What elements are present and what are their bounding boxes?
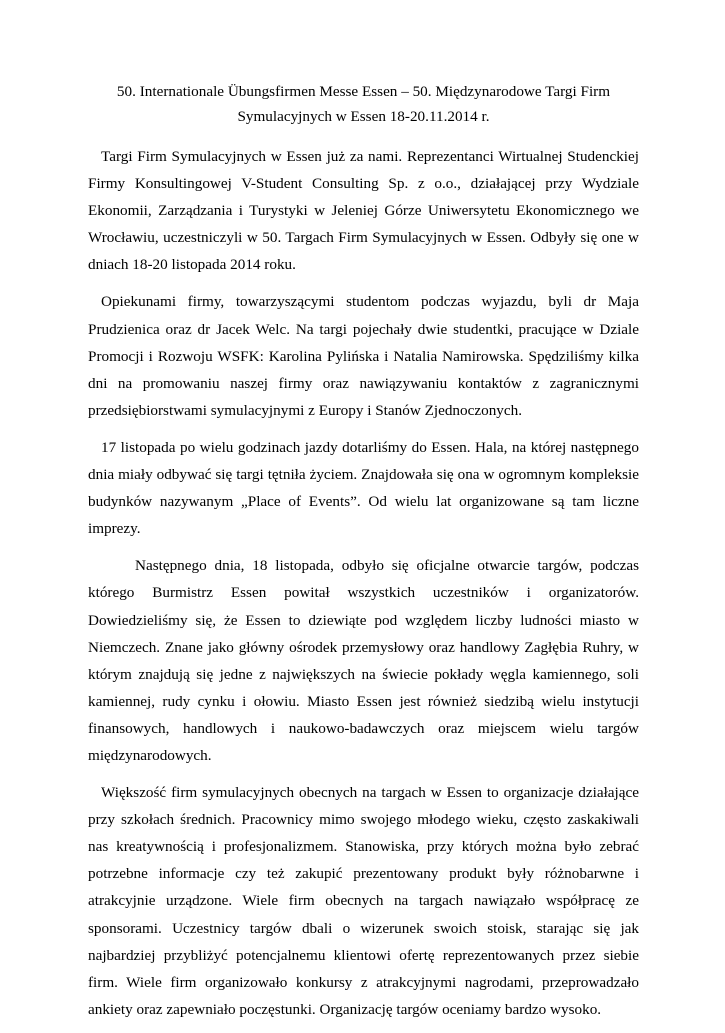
document-title (88, 80, 639, 129)
paragraph-arrival: 17 listopada po wielu godzinach jazdy dotarliśmy do Essen. Hala, na której następnego dnia miały odbywać się targi tętniła życiem. Znajdowała się ona w ogromnym kompleksie budynków nazywanym „Place of Events”. Od wielu lat organizowane są tam liczne imprezy. (88, 438, 639, 538)
document-title-line-2: Symulacyjnych w Essen 18-20.11.2014 r. (237, 107, 490, 125)
paragraph-intro: Targi Firm Symulacyjnych w Essen już za nami. Reprezentanci Wirtualnej Studenckiej Firmy Konsultingowej V-Student Consulting Sp. z o.o., działającej przy Wydziale Ekonomii, Zarządzania i Turystyki w Jeleniej Górze Uniwersytetu Ekonomicznego we Wrocławiu, uczestniczyli w 50. Targach Firm Symulacyjnych w Essen. Odbyły się one w dniach 18-20 listopada 2014 roku. (88, 148, 639, 274)
document-body (88, 143, 639, 1033)
document-title-line-1: 50. Internationale Übungsfirmen Messe Essen – 50. Międzynarodowe Targi Firm (116, 83, 611, 100)
paragraph-supervisors: Opiekunami firmy, towarzyszącymi studentom podczas wyjazdu, byli dr Maja Prudzienica oraz dr Jacek Welc. Na targi pojechały dwie studentki, pracujące w Dziale Promocji i Rozwoju WSFK: Karolina Pylińska i Natalia Namirowska. Spędziliśmy kilka dni na promowaniu naszej firmy oraz nawiązywaniu kontaktów z zagranicznymi przedsiębiorstwami symulacyjnymi z Europy i Stanów Zjednoczonych. (88, 293, 639, 419)
paragraph-opening: Następnego dnia, 18 listopada, odbyło się oficjalne otwarcie targów, podczas którego Burmistrz Essen powitał wszystkich uczestników i organizatorów. Dowiedzieliśmy się, że Essen to dziewiąte pod względem liczby ludności miasto w Niemczech. Znane jako główny ośrodek przemysłowy oraz handlowy Zagłębia Ruhry, w którym znajdują się jedne z największych na świecie pokłady węgla kamiennego, soli kamiennej, rudy cynku i ołowiu. Miasto Essen jest również siedzibą wielu instytucji finansowych, handlowych i naukowo-badawczych oraz miejscem wielu targów międzynarodowych. (88, 557, 639, 764)
paragraph-summary: Większość firm symulacyjnych obecnych na targach w Essen to organizacje działające przy szkołach średnich. Pracownicy mimo swojego młodego wieku, często zaskakiwali nas kreatywnością i profesjonalizmem. Stanowiska, przy których można było zebrać potrzebne informacje czy też zakupić prezentowany produkt były różnobarwne i atrakcyjnie urządzone. Wiele firm obecnych na targach nawiązało współpracę ze sponsorami. Uczestnicy targów dbali o wizerunek swoich stoisk, starając się jak najbardziej przybliżyć potencjalnemu klientowi ofertę reprezentowanych przez siebie firm. Wiele firm organizowało konkursy z atrakcyjnymi nagrodami, przeprowadzało ankiety oraz zapewniało poczęstunki. Organizację targów oceniamy bardzo wysoko. (88, 784, 639, 1018)
